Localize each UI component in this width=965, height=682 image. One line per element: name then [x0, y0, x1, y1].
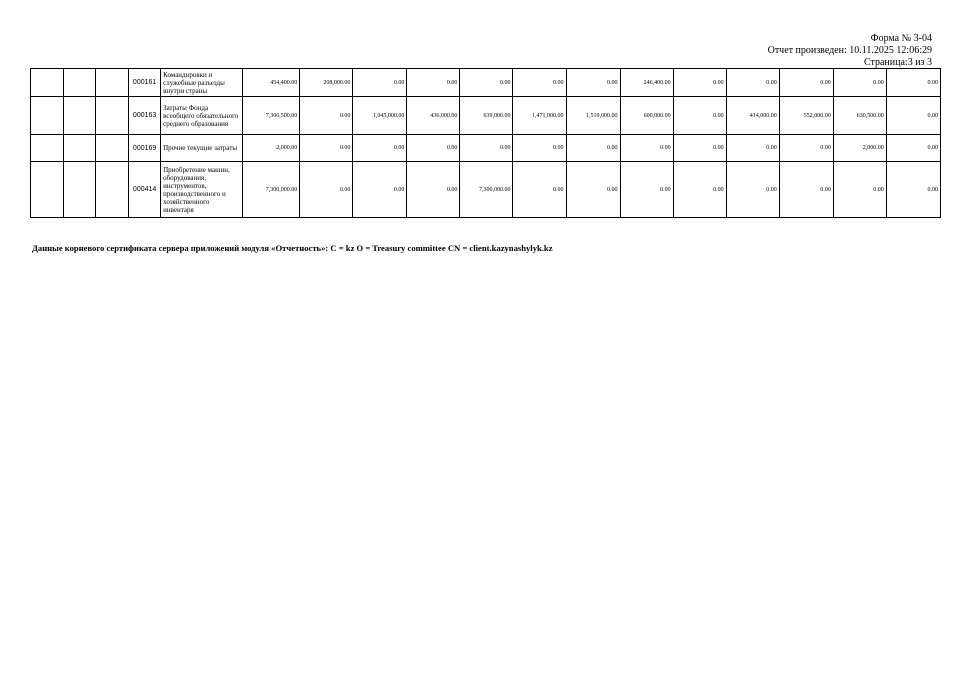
value-cell: 0.00 — [353, 69, 407, 97]
value-cell: 2,000.00 — [243, 135, 300, 162]
value-cell: 0.00 — [779, 162, 833, 218]
value-cell: 0.00 — [620, 162, 673, 218]
value-cell: 1,045,000.00 — [353, 97, 407, 135]
value-cell: 7,300,000.00 — [460, 162, 513, 218]
value-cell: 0.00 — [407, 162, 460, 218]
value-cell: 600,000.00 — [620, 97, 673, 135]
value-cell: 0.00 — [513, 135, 566, 162]
value-cell: 639,000.00 — [460, 97, 513, 135]
generated-timestamp: Отчет произведен: 10.11.2025 12:06:29 — [767, 45, 932, 56]
value-cell: 0.00 — [300, 162, 353, 218]
form-number: Форма № 3-04 — [870, 33, 932, 44]
value-cell: 1,471,000.00 — [513, 97, 566, 135]
cell-blank — [31, 97, 64, 135]
value-cell: 0.00 — [886, 69, 940, 97]
cell-blank — [64, 135, 96, 162]
value-cell: 0.00 — [353, 162, 407, 218]
row-code: 000169 — [129, 135, 161, 162]
value-cell: 0.00 — [513, 69, 566, 97]
value-cell: 246,400.00 — [620, 69, 673, 97]
table-row — [31, 135, 941, 162]
row-name: Командировки и служебные разъезды внутри страны — [161, 69, 243, 97]
row-name: Приобретение машин, оборудования, инструментов, производственного и хозяйственного инвентаря — [161, 162, 243, 218]
value-cell: 0.00 — [673, 69, 726, 97]
value-cell: 0.00 — [726, 69, 779, 97]
value-cell: 414,000.00 — [726, 97, 779, 135]
value-cell: 0.00 — [779, 69, 833, 97]
value-cell: 2,000.00 — [833, 135, 886, 162]
cell-blank — [64, 162, 96, 218]
value-cell: 0.00 — [513, 162, 566, 218]
row-name: Прочие текущие затраты — [161, 135, 243, 162]
value-cell: 0.00 — [886, 97, 940, 135]
row-code: 000161 — [129, 69, 161, 97]
table-row — [31, 97, 941, 135]
cell-blank — [31, 135, 64, 162]
cell-blank — [31, 69, 64, 97]
value-cell: 436,000.00 — [407, 97, 460, 135]
cell-blank — [96, 135, 129, 162]
value-cell: 0.00 — [833, 162, 886, 218]
cell-blank — [64, 69, 96, 97]
cell-blank — [64, 97, 96, 135]
value-cell: 0.00 — [886, 162, 940, 218]
table-row — [31, 162, 941, 218]
value-cell: 0.00 — [353, 135, 407, 162]
cell-blank — [96, 69, 129, 97]
value-cell: 7,300,000.00 — [243, 162, 300, 218]
page-indicator: Страница:3 из 3 — [863, 57, 932, 68]
value-cell: 552,000.00 — [779, 97, 833, 135]
value-cell: 454,400.00 — [243, 69, 300, 97]
row-code: 000163 — [129, 97, 161, 135]
value-cell: 0.00 — [833, 69, 886, 97]
value-cell: 0.00 — [779, 135, 833, 162]
cell-blank — [96, 162, 129, 218]
value-cell: 208,000.00 — [300, 69, 353, 97]
value-cell: 0.00 — [726, 162, 779, 218]
value-cell: 0.00 — [300, 97, 353, 135]
report-table — [30, 68, 941, 218]
report-table-body — [31, 69, 941, 218]
value-cell: 630,500.00 — [833, 97, 886, 135]
value-cell: 0.00 — [566, 135, 620, 162]
value-cell: 0.00 — [673, 162, 726, 218]
value-cell: 1,519,000.00 — [566, 97, 620, 135]
value-cell: 0.00 — [460, 135, 513, 162]
value-cell: 0.00 — [673, 135, 726, 162]
value-cell: 7,306,500.00 — [243, 97, 300, 135]
value-cell: 0.00 — [460, 69, 513, 97]
row-code: 000414 — [129, 162, 161, 218]
value-cell: 0.00 — [407, 69, 460, 97]
certificate-info: Данные корневого сертификата сервера приложений модуля «Отчетность»: C = kz O = Treasury committee CN = client.kazynashylyk.kz — [32, 243, 553, 253]
cell-blank — [96, 97, 129, 135]
value-cell: 0.00 — [566, 69, 620, 97]
value-cell: 0.00 — [886, 135, 940, 162]
row-name: Затраты Фонда всеобщего обязательного среднего образования — [161, 97, 243, 135]
value-cell: 0.00 — [407, 135, 460, 162]
value-cell: 0.00 — [300, 135, 353, 162]
value-cell: 0.00 — [620, 135, 673, 162]
value-cell: 0.00 — [726, 135, 779, 162]
value-cell: 0.00 — [673, 97, 726, 135]
cell-blank — [31, 162, 64, 218]
table-row — [31, 69, 941, 97]
value-cell: 0.00 — [566, 162, 620, 218]
